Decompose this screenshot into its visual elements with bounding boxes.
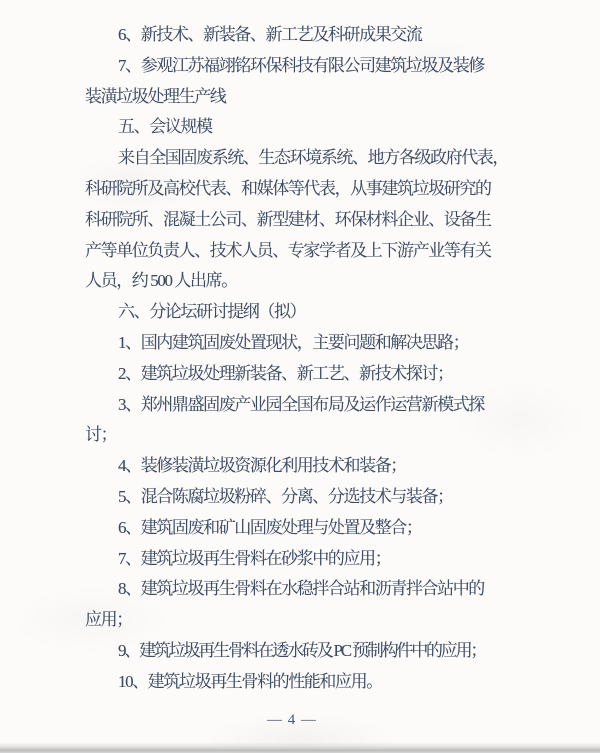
text-line: 装潢垃圾处理生产线 — [85, 86, 226, 106]
text-line: 人员，约 500 人出席。 — [85, 271, 237, 291]
text-line: 7、建筑垃圾再生骨料在砂浆中的应用； — [118, 548, 391, 568]
text-line: 8、建筑垃圾再生骨料在水稳拌合站和沥青拌合站中的 — [118, 579, 484, 599]
text-line: 产等单位负责人、技术人员、专家学者及上下游产业等有关 — [85, 240, 491, 260]
text-line: 2、建筑垃圾处理新装备、新工艺、新技术探讨； — [118, 363, 453, 383]
text-line: 6、建筑固废和矿山固废处理与处置及整合； — [118, 517, 422, 537]
text-line: 来自全国固废系统、生态环境系统、地方各级政府代表， — [118, 148, 508, 168]
text-line: 讨； — [85, 425, 117, 445]
text-line: 五、会议规模 — [118, 117, 212, 137]
text-line: 科研院所、混凝土公司、新型建材、环保材料企业、设备生 — [85, 209, 491, 229]
text-line: 六、分论坛研讨提纲（拟） — [118, 302, 306, 322]
scan-edge-shadow — [0, 742, 600, 753]
page-number: — 4 — — [267, 712, 317, 728]
text-line: 科研院所及高校代表、和媒体等代表，从事建筑垃圾研究的 — [85, 178, 491, 198]
text-line: 4、装修装潢垃圾资源化利用技术和装备； — [118, 456, 406, 476]
document-body — [85, 20, 525, 698]
text-line: 应用； — [85, 610, 132, 630]
text-line: 3、郑州鼎盛固废产业园全国布局及运作运营新模式探 — [118, 394, 484, 414]
text-line: 7、参观江苏福翊铭环保科技有限公司建筑垃圾及装修 — [118, 55, 484, 75]
text-line: 1、国内建筑固废处置现状，主要问题和解决思路； — [118, 332, 469, 352]
text-line: 5、混合陈腐垃圾粉碎、分离、分选技术与装备； — [118, 486, 453, 506]
text-line: 9、建筑垃圾再生骨料在透水砖及 PC 预制构件中的应用； — [118, 640, 486, 660]
text-line: 10、建筑垃圾再生骨料的性能和应用。 — [118, 671, 382, 691]
text-line: 6、新技术、新装备、新工艺及科研成果交流 — [118, 25, 422, 44]
